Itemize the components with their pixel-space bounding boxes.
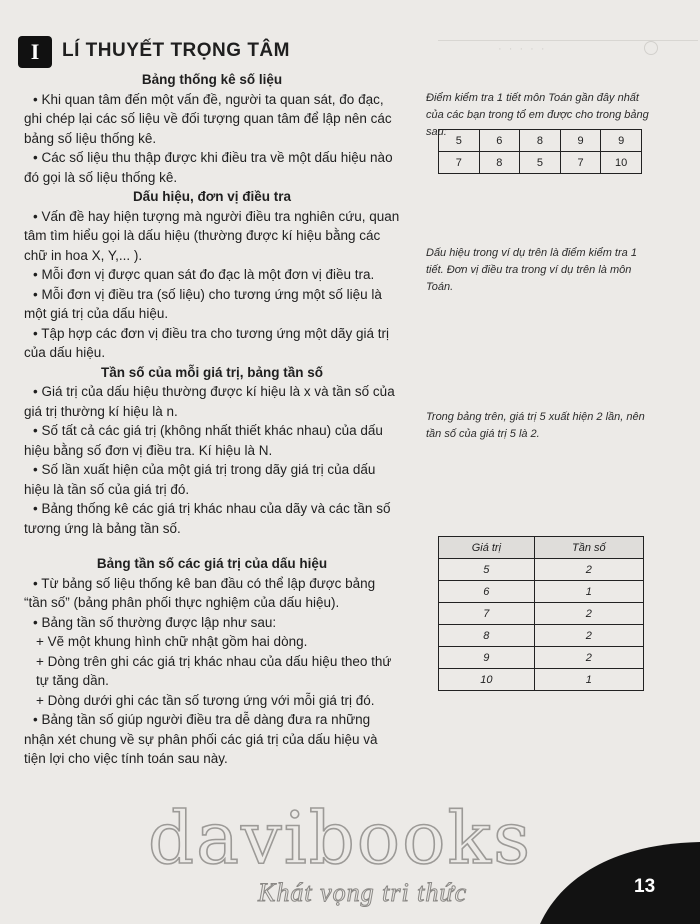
table-cell: 8 — [479, 152, 520, 174]
heading-frequency-table: Bảng tần số các giá trị của dấu hiệu — [96, 556, 328, 571]
paragraph: • Khi quan tâm đến một vấn đề, người ta quan sát, đo đạc, ghi chép lại các số liệu về đối tượng quan tâm để lập nên các bảng số liệu thống kê. — [24, 91, 392, 146]
paragraph: • Số lần xuất hiện của một giá trị trong dãy giá trị của dấu hiệu là tần số của giá trị đó. — [24, 462, 376, 497]
table-cell: 7 — [439, 152, 480, 174]
table-cell: 2 — [534, 647, 643, 669]
sub-bullet: + Dòng dưới ghi các tần số tương ứng với mỗi giá trị đó. — [36, 692, 375, 708]
slogan: Khát vọng tri thức — [258, 878, 468, 907]
sub-bullet: + Vẽ một khung hình chữ nhật gồm hai dòng. — [36, 634, 308, 649]
paragraph: • Mỗi đơn vị được quan sát đo đạc là một đơn vị điều tra. — [33, 267, 375, 282]
paragraph: • Mỗi đơn vị điều tra (số liệu) cho tương ứng một số liệu là một giá trị của dấu hiệu. — [24, 286, 382, 321]
table-cell: 5 — [520, 152, 561, 174]
section-number-badge: I — [18, 36, 52, 68]
table-cell: 6 — [479, 130, 520, 152]
paragraph: • Bảng tần số giúp người điều tra dễ dàng đưa ra những nhận xét chung về sự phân phối các giá trị của dấu hiệu và tiện lợi cho việc tính toán sau này. — [24, 712, 378, 766]
table-cell: 7 — [560, 152, 601, 174]
table-cell: 8 — [439, 625, 535, 647]
table-header-row — [439, 537, 644, 559]
paragraph: • Các số liệu thu thập được khi điều tra về một dấu hiệu nào đó gọi là số liệu thống kê. — [24, 150, 393, 185]
scores-table — [438, 129, 642, 174]
column-header: Tần số — [534, 537, 643, 559]
table-row — [439, 559, 644, 581]
table-cell: 9 — [560, 130, 601, 152]
paragraph: • Bảng thống kê các giá trị khác nhau của dãy và các tần số tương ứng là bảng tần số. — [24, 501, 391, 536]
heading-sign-unit: Dấu hiệu, đơn vị điều tra — [132, 189, 292, 204]
theory-column — [24, 70, 400, 769]
table-row — [439, 625, 644, 647]
example-note-sign: Dấu hiệu trong ví dụ trên là điểm kiểm tra 1 tiết. Đơn vị điều tra trong ví dụ trên là môn Toán. — [426, 247, 637, 293]
heading-statistics-table: Bảng thống kê số liệu — [141, 72, 283, 87]
table-cell: 8 — [520, 130, 561, 152]
table-cell: 1 — [534, 669, 643, 691]
table-row — [439, 130, 642, 152]
frequency-table — [438, 536, 644, 691]
table-cell: 10 — [601, 152, 642, 174]
paragraph: • Số tất cả các giá trị (không nhất thiết khác nhau) của dấu hiệu bằng số đơn vị điều tra. Kí hiệu là N. — [24, 423, 383, 458]
table-cell: 7 — [439, 603, 535, 625]
table-cell: 1 — [534, 581, 643, 603]
table-row — [439, 669, 644, 691]
paragraph: • Giá trị của dấu hiệu thường được kí hiệu là x và tần số của giá trị thường kí hiệu là n. — [24, 384, 395, 419]
heading-frequency: Tần số của mỗi giá trị, bảng tần số — [100, 364, 324, 380]
example-note-frequency: Trong bảng trên, giá trị 5 xuất hiện 2 lần, nên tần số của giá trị 5 là 2. — [426, 411, 645, 440]
example-note-scores: Điểm kiểm tra 1 tiết môn Toán gần đây nhất của các bạn trong tổ em được cho trong bảng sau: — [426, 92, 649, 138]
table-row — [439, 581, 644, 603]
table-cell: 5 — [439, 559, 535, 581]
faint-header-decoration: · · · · · — [438, 40, 698, 63]
table-cell: 5 — [439, 130, 480, 152]
table-row — [439, 152, 642, 174]
paragraph: • Tập hợp các đơn vị điều tra cho tương ứng một dãy giá trị của dấu hiệu. — [24, 325, 390, 360]
paragraph: • Vấn đề hay hiện tượng mà người điều tra nghiên cứu, quan tâm tìm hiểu gọi là dấu hiệu (thường được kí hiệu bằng các chữ in hoa X, Y,... ). — [24, 208, 400, 263]
table-cell: 9 — [601, 130, 642, 152]
table-cell: 2 — [534, 559, 643, 581]
watermark-logo: davibooks — [148, 796, 533, 880]
paragraph: • Bảng tần số thường được lập như sau: — [33, 614, 277, 630]
table-row — [439, 603, 644, 625]
table-cell: 2 — [534, 603, 643, 625]
table-cell: 10 — [439, 669, 535, 691]
sub-bullet: + Dòng trên ghi các giá trị khác nhau của dấu hiệu theo thứ tự tăng dần. — [36, 653, 392, 688]
column-header: Giá trị — [439, 537, 535, 559]
table-cell: 2 — [534, 625, 643, 647]
section-title: LÍ THUYẾT TRỌNG TÂM — [62, 40, 290, 61]
table-row — [439, 647, 644, 669]
table-cell: 9 — [439, 647, 535, 669]
page-number: 13 — [634, 876, 656, 897]
paragraph: • Từ bảng số liệu thống kê ban đầu có thể lập được bảng “tần số” (bảng phân phối thực nghiệm của dấu hiệu). — [24, 575, 376, 610]
page-corner-shape — [500, 840, 700, 924]
table-cell: 6 — [439, 581, 535, 603]
